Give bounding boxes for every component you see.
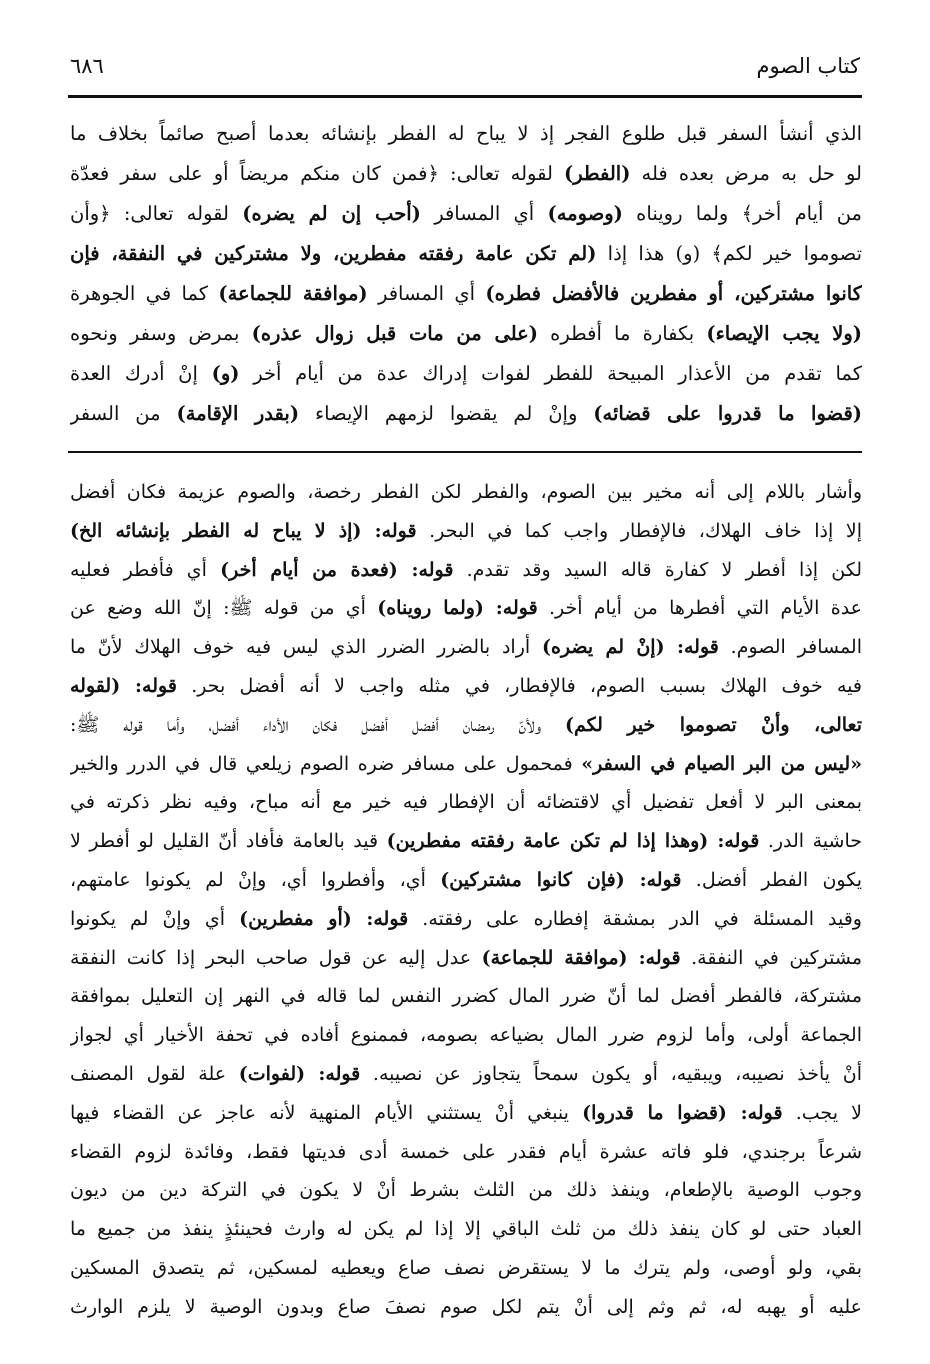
text-segment: قيد بالعامة فأفاد أنّ القليل لو أفطر لا: [70, 830, 387, 853]
commentary-line: [70, 900, 862, 939]
text-segment: وجوب الوصية بالإطعام، وينفذ ذلك من الثلث بشرط أنْ لا يكون في التركة دين من ديون: [70, 1179, 862, 1202]
bold-quote-segment: (قضوا ما قدروا على قضائه): [593, 402, 862, 425]
commentary-line: [70, 1249, 862, 1288]
commentary-line: [70, 745, 862, 784]
text-segment: بمعنى البر لا أفعل تفضيل أي لاقتضائه أن الإفطار فيه خير مع أنه مباح، وفيه نظر ذكرته في: [70, 791, 862, 814]
text-segment: علة لقول المصنف: [70, 1062, 239, 1085]
text-segment: المسافر الصوم.: [718, 636, 862, 659]
commentary-line: [70, 822, 862, 861]
bold-quote-segment: كانوا مشتركين، أو مفطرين فالأفضل فطره): [485, 282, 862, 305]
main-text-line: [70, 194, 862, 234]
text-segment: أي وإنْ لم يكونوا: [70, 907, 240, 930]
bold-quote-segment: قوله: (وهذا إذا لم تكن عامة رفقته مفطرين): [386, 830, 760, 853]
bold-quote-segment: قوله: (موافقة للجماعة): [481, 946, 681, 969]
running-header: [70, 54, 860, 86]
text-segment: لا يجب.: [782, 1101, 862, 1124]
main-text-line: [70, 354, 862, 394]
header-rule: [68, 95, 862, 98]
commentary-text: [70, 473, 862, 1327]
text-segment: إلا إذا خاف الهلاك، فالإفطار واجب كما في البحر.: [416, 519, 862, 542]
main-text-line: [70, 394, 862, 434]
text-segment: الذي أنشأ السفر قبل طلوع الفجر إذ لا يباح له الفطر بإنشائه بعدما أصبح صائماً بخلاف ما: [70, 122, 862, 145]
commentary-line: [70, 706, 862, 745]
text-segment: بكفارة ما أفطره: [538, 322, 707, 345]
text-segment: من السفر: [70, 402, 177, 425]
bold-quote-segment: (و): [211, 362, 240, 385]
text-segment: كما في الجوهرة: [70, 282, 219, 305]
text-segment: ولأنّ رمضان أفضل أفضل فكان الأداء أفضل، وأما قوله ﷺ:: [70, 713, 565, 736]
text-segment: أي، وأفطروا أي، وإنْ لم يكونوا عامتهم،: [70, 868, 441, 891]
commentary-line: [70, 512, 862, 551]
bold-quote-segment: قوله: (إنْ لم يضره): [541, 636, 719, 659]
text-segment: كما تقدم من الأعذار المبيحة للفطر لفوات إدراك عدة من أيام أخر: [239, 362, 862, 385]
bold-quote-segment: (لم تكن عامة رفقته مفطرين، ولا مشتركين في النفقة، فإن: [70, 242, 597, 265]
text-segment: أي فأفطر فعليه: [70, 558, 221, 581]
text-segment: مشتركين في النفقة.: [680, 946, 862, 969]
commentary-line: [70, 551, 862, 590]
text-segment: لكن إذا أفطر لا كفارة قاله السيد وقد تقدم.: [453, 558, 862, 581]
bold-quote-segment: (وصومه): [547, 202, 623, 225]
footnote-separator: [68, 451, 862, 453]
bold-quote-segment: قوله: (فإن كانوا مشتركين): [440, 868, 682, 891]
bold-quote-segment: (الفطر): [564, 162, 631, 185]
bold-quote-segment: قوله: (ولما رويناه): [377, 597, 538, 620]
text-segment: أراد بالضرر الضرر الذي ليس فيه خوف الهلاك لأنّ ما: [70, 636, 542, 659]
text-segment: عدل إليه عن قول صاحب البحر إذا كانت النفقة: [70, 946, 482, 969]
bold-quote-segment: (بقدر الإقامة): [176, 402, 300, 425]
text-segment: من أيام أخر﴾ ولما رويناه: [622, 202, 862, 225]
text-segment: وإنْ لم يقضوا لزمهم الإيصاء: [299, 402, 594, 425]
bold-quote-segment: (ولا يجب الإيصاء): [706, 322, 862, 345]
text-segment: الجماعة أولى، وأما لزوم ضرر المال بضياعه بصومه، فممنوع أفاده في تحفة الأخيار أي لجواز: [70, 1024, 862, 1047]
commentary-line: [70, 1094, 862, 1133]
commentary-line: [70, 628, 862, 667]
commentary-line: [70, 1016, 862, 1055]
text-segment: ينبغي أنْ يستثني الأيام المنهية لأنه عاجز عن القضاء فيها: [70, 1101, 583, 1124]
text-segment: تصوموا خير لكم﴾ (و) هذا إذا: [596, 242, 862, 265]
bold-quote-segment: تعالى، وأنْ تصوموا خير لكم): [564, 713, 862, 736]
bold-quote-segment: قوله: (إذ لا يباح له الفطر بإنشائه الخ): [70, 519, 417, 542]
text-segment: يكون الفطر أفضل.: [681, 868, 862, 891]
text-segment: لو حل به مرض بعده فله: [630, 162, 862, 185]
text-segment: عدة الأيام التي أفطرها من أيام أخر.: [537, 597, 862, 620]
text-segment: لقوله تعالى: ﴿وأن: [70, 202, 243, 225]
bold-quote-segment: قوله: (لقوله: [70, 674, 177, 697]
text-segment: عليه أو يهبه له، ثم وثم إلى أنْ يتم لكل صوم نصفَ صاع وبدون الوصية لا يلزم الوارث: [70, 1295, 862, 1318]
text-segment: أي المسافر: [420, 202, 548, 225]
bold-quote-segment: قوله: (فعدة من أيام أخر): [220, 558, 454, 581]
commentary-line: [70, 1171, 862, 1210]
text-segment: أي المسافر: [367, 282, 486, 305]
commentary-line: [70, 589, 862, 628]
main-text-line: [70, 154, 862, 194]
main-text: [70, 114, 862, 434]
bold-quote-segment: «ليس من البر الصيام في السفر»: [581, 752, 862, 775]
main-text-line: [70, 314, 862, 354]
commentary-line: [70, 667, 862, 706]
text-segment: وقيد المسئلة في الدر بمشقة إفطاره على رفقته.: [408, 907, 862, 930]
text-segment: أنْ يأخذ نصيبه، ويبقيه، أو يكون سمحاً يتجاوز عن نصيبه.: [360, 1062, 862, 1085]
main-text-line: [70, 274, 862, 314]
text-segment: بمرض وسفر ونحوه: [70, 322, 252, 345]
text-segment: إنْ أدرك العدة: [70, 362, 212, 385]
commentary-line: [70, 861, 862, 900]
commentary-line: [70, 1133, 862, 1172]
commentary-line: [70, 473, 862, 512]
text-segment: أي من قوله ﷺ: إنّ الله وضع عن: [70, 597, 378, 620]
text-segment: وأشار باللام إلى أنه مخير بين الصوم، والفطر لكن الفطر رخصة، والصوم عزيمة فكان أفضل: [70, 481, 862, 503]
bold-quote-segment: (أحب إن لم يضره): [242, 202, 421, 225]
commentary-line: [70, 1288, 862, 1327]
text-segment: العباد حتى لو كان ينفذ ذلك من ثلث الباقي إلا إذا لم يكن له وارث فحينئذٍ ينفذ من جميع ما: [70, 1218, 862, 1241]
commentary-line: [70, 783, 862, 822]
text-segment: فيه خوف الهلاك بسبب الصوم، فالإفطار، في مثله واجب لا أنه أفضل بحر.: [176, 674, 862, 697]
commentary-line: [70, 1210, 862, 1249]
main-text-line: [70, 114, 862, 154]
text-segment: مشتركة، فالفطر أفضل لما أنّ ضرر المال كضرر النفس لما قاله في النهر إن التعليل بموافقة: [70, 985, 862, 1008]
chapter-title: كتاب الصوم: [756, 54, 860, 78]
text-segment: حاشية الدر.: [759, 830, 862, 853]
bold-quote-segment: قوله: (قضوا ما قدروا): [582, 1101, 783, 1124]
bold-quote-segment: (على من مات قبل زوال عذره): [251, 322, 539, 345]
bold-quote-segment: قوله: (لفوات): [238, 1062, 361, 1085]
page-number: ٦٨٦: [70, 54, 104, 78]
text-segment: فمحمول على مسافر ضره الصوم زيلعي قال في الدرر والخير: [70, 752, 582, 775]
text-segment: بقي، ولو أوصى، ولم يترك ما لا يستقرض نصف صاع ويعطيه لمسكين، ثم يتصدق المسكين: [70, 1256, 862, 1279]
text-segment: شرعاً برجندي، فلو فاته عشرة أيام فقدر على خمسة أدى فديتها فقط، وفائدة لزوم القضاء: [70, 1140, 862, 1163]
commentary-line: [70, 1055, 862, 1094]
commentary-line: [70, 977, 862, 1016]
main-text-line: [70, 234, 862, 274]
bold-quote-segment: قوله: (أو مفطرين): [239, 907, 409, 930]
text-segment: لقوله تعالى: ﴿فمن كان منكم مريضاً أو على سفر فعدّة: [70, 162, 564, 185]
bold-quote-segment: (موافقة للجماعة): [218, 282, 368, 305]
commentary-line: [70, 939, 862, 978]
